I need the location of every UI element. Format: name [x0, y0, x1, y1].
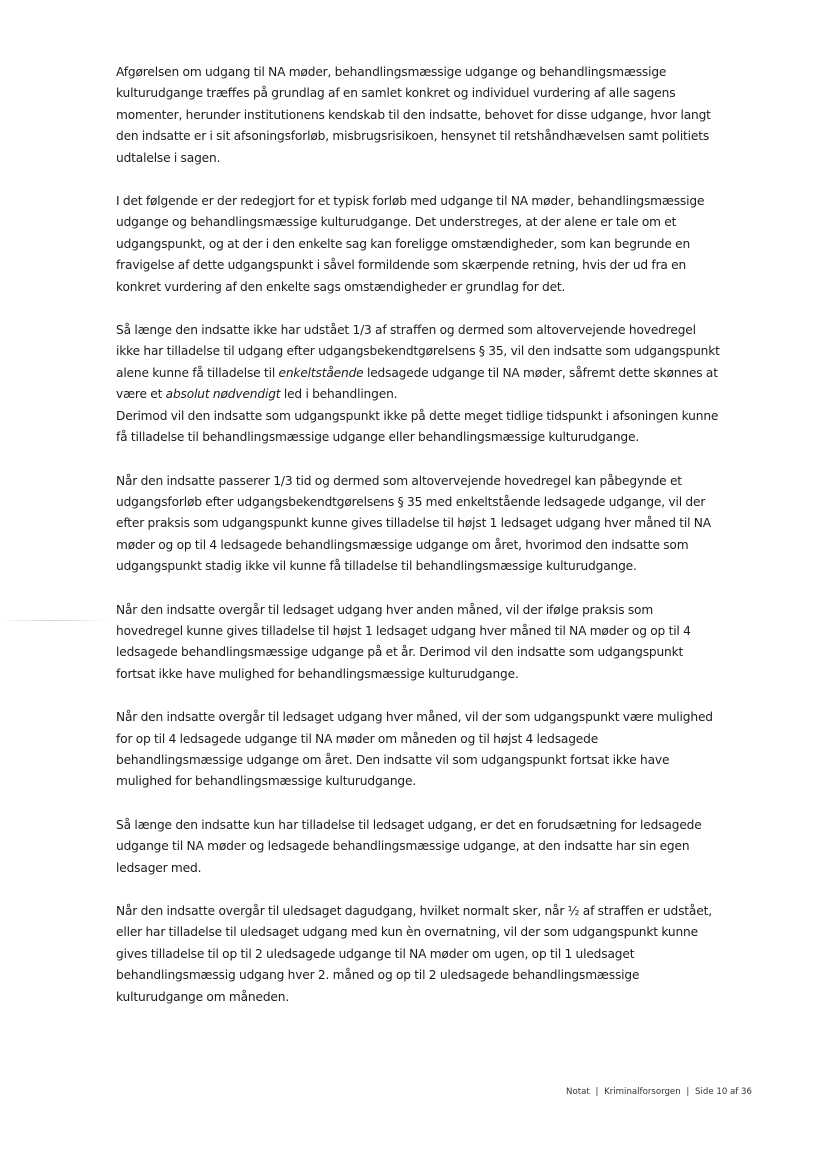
page-footer	[566, 1087, 752, 1097]
emphasis-text: absolut nødvendigt	[165, 387, 281, 402]
footer-page-number: Side 10 af 36	[695, 1087, 752, 1097]
paragraph-text: Så længe den indsatte ikke har udstået 1/3 af straffen og dermed som altovervejende hovedregel ikke har tilladelse til udgang efter udgangsbekendtgørelsens § 35, vil den indsatte som udgangspunkt alene kunne få tilladelse til	[116, 323, 720, 380]
paragraph-every-month: Når den indsatte overgår til ledsaget udgang hver måned, vil der som udgangspunkt være mulighed for op til 4 ledsagede udgange til NA møder om måneden og til højst 4 ledsagede behandlingsmæssige udgange om året. Den indsatte vil som udgangspunkt fortsat ikke have mulighed for behandlingsmæssige kulturudgange.	[116, 710, 713, 789]
paragraph-every-other-month: Når den indsatte overgår til ledsaget udgang hver anden måned, vil der ifølge praksis som hovedregel kunne gives tilladelse til højst 1 ledsaget udgang hver måned til NA møder og op til 4 ledsagede behandlingsmæssige udgange på et år. Derimod vil den indsatte som udgangspunkt fortsat ikke have mulighed for behandlingsmæssige kulturudgange.	[116, 602, 691, 681]
footer-doc-type: Notat	[566, 1087, 590, 1097]
paragraph-unescorted-leave: Når den indsatte overgår til uledsaget dagudgang, hvilket normalt sker, når ½ af straffen er udstået, eller har tilladelse til uledsaget udgang med kun èn overnatning, vil der som udgangspunkt kunne gives tilladelse til op til 2 uledsagede udgange til NA møder om ugen, op til 1 uledsaget behandlingsmæssig udgang hver 2. måned og op til 2 uledsagede behandlingsmæssige kulturudgange om måneden.	[116, 904, 712, 1004]
emphasis-text: enkeltstående	[278, 365, 364, 380]
document-body	[116, 62, 720, 1030]
paragraph-no-treatment-leave: Derimod vil den indsatte som udgangspunkt ikke på dette meget tidlige tidspunkt i afsoningen kunne få tilladelse til behandlingsmæssige udgange eller behandlingsmæssige kulturudgange.	[116, 408, 719, 445]
paragraph-passing-one-third: Når den indsatte passerer 1/3 tid og dermed som altovervejende hovedregel kan påbegynde et udgangsforløb efter udgangsbekendtgørelsens § 35 med enkeltstående ledsagede udgange, vil der efter praksis som udgangspunkt kunne gives tilladelse til højst 1 ledsaget udgang hver måned til NA møder og op til 4 ledsagede behandlingsmæssige udgange om året, hvorimod den indsatte som udgangspunkt stadig ikke vil kunne få tilladelse til behandlingsmæssige kulturudgange.	[116, 473, 711, 574]
footer-separator: |	[686, 1087, 690, 1097]
scan-artifact-line	[0, 620, 110, 621]
paragraph-own-escort: Så længe den indsatte kun har tilladelse til ledsaget udgang, er det en forudsætning for ledsagede udgange til NA møder og ledsagede behandlingsmæssige udgange, at den indsatte har sin egen ledsager med.	[116, 817, 702, 875]
paragraph-text: ledsagede udgange til NA møder, såfremt dette skønnes at være et	[116, 365, 718, 402]
footer-separator: |	[595, 1087, 599, 1097]
paragraph-typical-course: I det følgende er der redegjort for et typisk forløb med udgange til NA møder, behandlingsmæssige udgange og behandlingsmæssige kulturudgange. Det understreges, at der alene er tale om et udgangspunkt, og at der i den enkelte sag kan foreligge omstændigheder, som kan begrunde en fravigelse af dette udgangspunkt i såvel formildende som skærpende retning, hvis der ud fra en konkret vurdering af den enkelte sags omstændigheder er grundlag for det.	[116, 194, 705, 294]
footer-organization: Kriminalforsorgen	[604, 1087, 681, 1097]
paragraph-decision-basis: Afgørelsen om udgang til NA møder, behandlingsmæssige udgange og behandlingsmæssige kulturudgange træffes på grundlag af en samlet konkret og individuel vurdering af alle sagens momenter, herunder institutionens kendskab til den indsatte, behovet for disse udgange, hvor langt den indsatte er i sit afsoningsforløb, misbrugsrisikoen, hensynet til retshåndhævelsen samt politiets udtalelse i sagen.	[116, 65, 711, 165]
paragraph-text: led i behandlingen.	[280, 387, 398, 402]
paragraph-before-one-third	[116, 320, 720, 406]
